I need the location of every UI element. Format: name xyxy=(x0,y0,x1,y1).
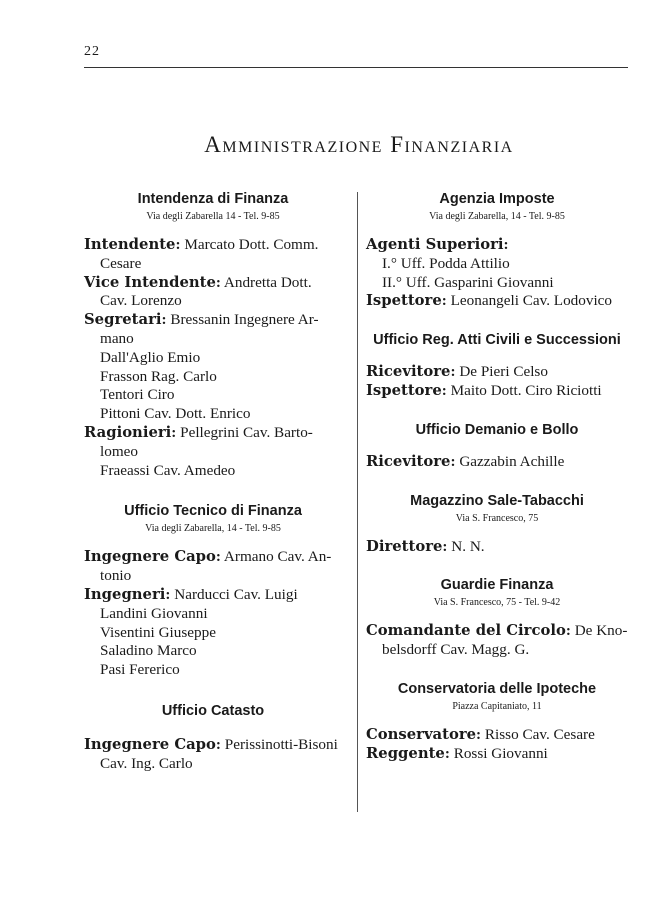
entry-text: Dall'Aglio Emio xyxy=(100,348,201,366)
section-address: Via degli Zabarella, 14 - Tel. 9-85 xyxy=(429,211,565,222)
entry-continuation xyxy=(84,755,342,774)
entry-text: De Pieri Celso xyxy=(455,363,548,381)
section-title: Ufficio Reg. Atti Civili e Successioni xyxy=(373,332,621,349)
entry-line: Direttore: N. N. xyxy=(366,537,485,555)
section-title: Conservatoria delle Ipoteche xyxy=(397,680,597,697)
column-divider xyxy=(357,192,358,812)
entry-continuation xyxy=(84,624,342,643)
entry-text: Bressanin Ingegnere Ar- xyxy=(166,311,319,329)
entry-text: Pasi Fererico xyxy=(100,661,180,679)
role-label: Ingegneri xyxy=(84,585,166,603)
entry-continuation xyxy=(84,443,342,462)
entry-text: Leonangeli Cav. Lodovico xyxy=(446,292,613,310)
entry-continuation xyxy=(84,292,342,311)
entry-continuation xyxy=(84,330,342,349)
entry-continuation xyxy=(84,462,342,481)
entry-text: Frasson Rag. Carlo xyxy=(100,367,217,385)
section-address: Via S. Francesco, 75 xyxy=(455,512,539,524)
entry-continuation xyxy=(84,386,342,405)
role-label: Segretari xyxy=(84,311,162,329)
section-agenzia-imposte xyxy=(366,190,628,311)
role-label: Reggente xyxy=(366,744,445,762)
section-address: Via degli Zabarella 14 - Tel. 9-85 xyxy=(146,211,280,222)
entry-text: Maito Dott. Ciro Riciotti xyxy=(446,381,602,399)
section-ufficio-registro xyxy=(366,331,628,401)
page-number: 22 xyxy=(84,44,100,59)
entry-text: Armano Cav. An- xyxy=(220,548,332,566)
section-magazzino xyxy=(366,492,628,557)
entry-list xyxy=(84,236,342,480)
entry-text: Visentini Giuseppe xyxy=(100,623,216,641)
entry-text: N. N. xyxy=(447,537,485,555)
entry-list xyxy=(366,453,628,472)
entry-line: Ricevitore: De Pieri Celso xyxy=(366,363,548,381)
role-label: Comandante del Circolo xyxy=(366,622,566,640)
role-label: Conservatore xyxy=(366,725,477,743)
entry-continuation xyxy=(84,642,342,661)
section-guardie-finanza xyxy=(366,576,628,660)
section-title: Magazzino Sale-Tabacchi xyxy=(410,492,584,509)
entry-line: Ingegnere Capo: Perissinotti-Bisoni xyxy=(84,735,338,753)
entry-text: Risso Cav. Cesare xyxy=(481,725,595,743)
entry-continuation xyxy=(84,368,342,387)
entry-list xyxy=(366,726,628,764)
role-label: Ricevitore xyxy=(366,452,451,470)
section-title: Ufficio Demanio e Bollo xyxy=(415,421,579,438)
section-conservatoria xyxy=(366,680,628,764)
section-intendenza xyxy=(84,190,342,480)
entry-line: Ispettore: Leonangeli Cav. Lodovico xyxy=(366,292,613,310)
entry-list xyxy=(366,363,628,401)
entry-line: Ingegneri: Narducci Cav. Luigi xyxy=(84,585,298,603)
entry-text: Andretta Dott. xyxy=(220,273,312,291)
role-label: Ingegnere Capo xyxy=(84,735,216,753)
header-rule xyxy=(84,67,628,68)
entry-list xyxy=(366,622,628,660)
role-label: Direttore xyxy=(366,537,443,555)
section-address: Via S. Francesco, 75 - Tel. 9-42 xyxy=(433,597,561,609)
entry-continuation xyxy=(84,661,342,680)
section-catasto xyxy=(84,702,342,774)
entry-line: Ingegnere Capo: Armano Cav. An- xyxy=(84,548,332,566)
entry-text: Perissinotti-Bisoni xyxy=(220,735,338,753)
entry-text: Cav. Lorenzo xyxy=(100,292,182,310)
entry-line: Agenti Superiori: xyxy=(366,236,509,253)
entry-list xyxy=(366,538,628,557)
entry-text: Marcato Dott. Comm. xyxy=(180,236,319,253)
section-address: Piazza Capitaniato, 11 xyxy=(452,700,542,712)
entry-line: Ispettore: Maito Dott. Ciro Riciotti xyxy=(366,381,602,399)
entry-text: Cesare xyxy=(100,254,142,272)
entry-line: Vice Intendente: Andretta Dott. xyxy=(84,273,312,291)
entry-continuation xyxy=(84,567,342,586)
section-demanio-bollo xyxy=(366,421,628,472)
section-title: Ufficio Tecnico di Finanza xyxy=(124,503,302,520)
entry-line: Reggente: Rossi Giovanni xyxy=(366,744,548,762)
entry-text: I.° Uff. Podda Attilio xyxy=(382,254,510,272)
page-title: Amministrazione Finanziaria xyxy=(204,132,514,157)
section-ufficio-tecnico xyxy=(84,502,342,680)
role-label: Ricevitore xyxy=(366,363,451,381)
entry-line: Segretari: Bressanin Ingegnere Ar- xyxy=(84,311,319,329)
role-label: Intendente xyxy=(84,236,176,253)
entry-text: Saladino Marco xyxy=(100,642,197,660)
entry-text: Narducci Cav. Luigi xyxy=(170,585,298,603)
entry-text: Cav. Ing. Carlo xyxy=(100,754,193,772)
role-label: Ispettore xyxy=(366,292,442,310)
section-address: Via degli Zabarella, 14 - Tel. 9-85 xyxy=(145,523,281,535)
role-label: Agenti Superiori xyxy=(366,236,504,253)
entry-continuation xyxy=(366,641,628,660)
entry-list xyxy=(366,236,628,311)
entry-line: Conservatore: Risso Cav. Cesare xyxy=(366,725,595,743)
left-column xyxy=(84,190,342,774)
entry-text: Pellegrini Cav. Barto- xyxy=(176,423,313,441)
entry-continuation xyxy=(366,274,628,293)
section-title: Ufficio Catasto xyxy=(161,702,265,719)
entry-text: belsdorff Cav. Magg. G. xyxy=(382,641,530,659)
entry-line: Intendente: Marcato Dott. Comm. xyxy=(84,236,319,253)
entry-text: Tentori Ciro xyxy=(100,386,175,404)
entry-continuation xyxy=(84,255,342,274)
entry-continuation xyxy=(84,405,342,424)
entry-text: Rossi Giovanni xyxy=(449,744,548,762)
entry-text: Fraeassi Cav. Amedeo xyxy=(100,461,236,479)
entry-text: Pittoni Cav. Dott. Enrico xyxy=(100,405,251,423)
section-title: Intendenza di Finanza xyxy=(137,191,289,207)
entry-continuation xyxy=(84,349,342,368)
section-title: Guardie Finanza xyxy=(440,577,554,594)
entry-line: Ragionieri: Pellegrini Cav. Barto- xyxy=(84,423,313,441)
role-label: Ingegnere Capo xyxy=(84,548,216,566)
entry-text: mano xyxy=(100,329,134,347)
entry-text: tonio xyxy=(100,567,132,585)
right-column xyxy=(366,190,628,764)
entry-list xyxy=(84,736,342,774)
entry-text: Gazzabin Achille xyxy=(455,452,565,470)
role-label: Ragionieri xyxy=(84,423,172,441)
entry-text: II.° Uff. Gasparini Giovanni xyxy=(382,273,554,291)
entry-continuation xyxy=(366,255,628,274)
role-label: Vice Intendente xyxy=(84,273,216,291)
entry-text: De Kno- xyxy=(570,622,628,640)
entry-text: lomeo xyxy=(100,442,138,460)
entry-text: Landini Giovanni xyxy=(100,604,208,622)
entry-line: Ricevitore: Gazzabin Achille xyxy=(366,452,565,470)
entry-list xyxy=(84,548,342,680)
entry-continuation xyxy=(84,605,342,624)
entry-line: Comandante del Circolo: De Kno- xyxy=(366,622,628,640)
role-label: Ispettore xyxy=(366,381,442,399)
section-title: Agenzia Imposte xyxy=(439,191,555,207)
